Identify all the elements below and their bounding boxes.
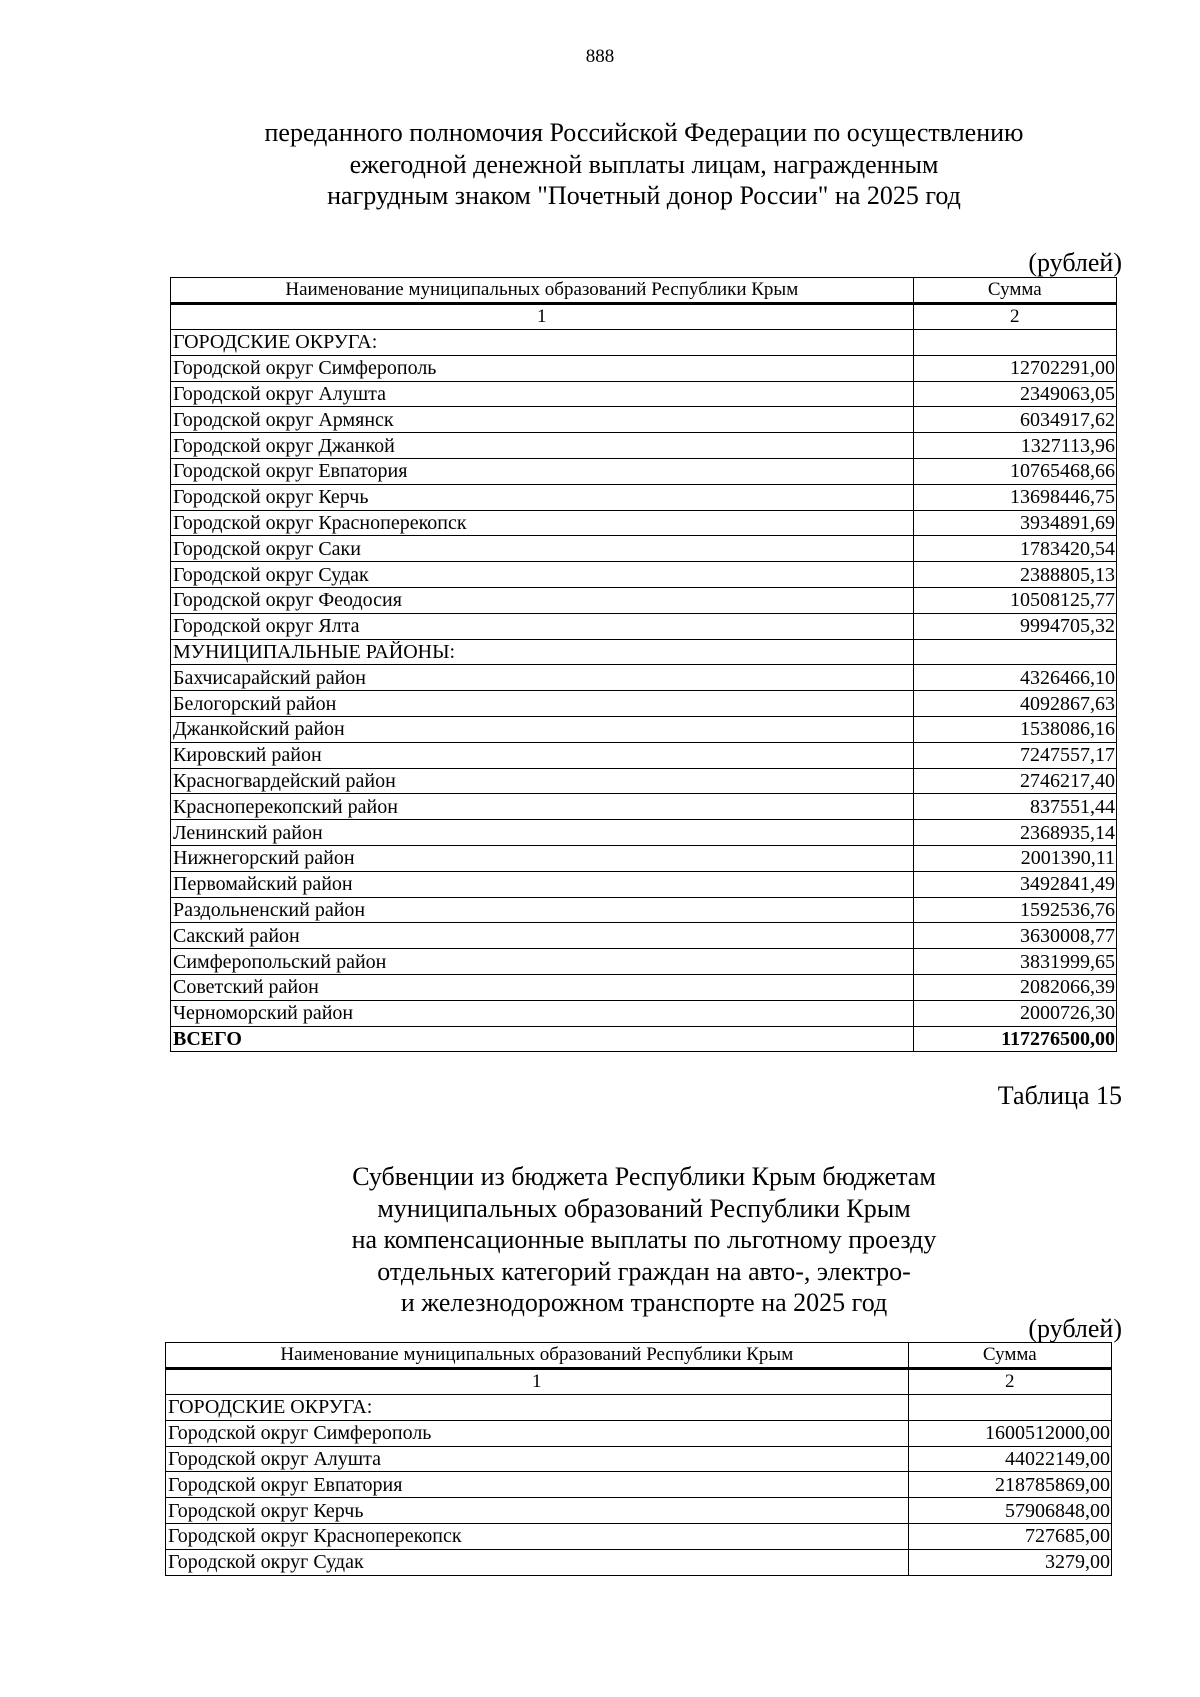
row-name: Городской округ Ялта [171, 613, 914, 639]
row-value: 3279,00 [908, 1549, 1111, 1575]
row-value: 1592536,76 [913, 897, 1116, 923]
row-name: Городской округ Судак [171, 562, 914, 588]
total-label: ВСЕГО [171, 1026, 914, 1052]
section2-unit: (рублей) [1028, 1314, 1122, 1343]
row-value: 218785869,00 [908, 1472, 1111, 1498]
table-header-row [171, 278, 1117, 304]
row-value: 1600512000,00 [908, 1420, 1111, 1446]
section2-title-line: Субвенции из бюджета Республики Крым бюджетам [352, 1162, 936, 1191]
table-row [171, 510, 1117, 536]
table-row [171, 613, 1117, 639]
row-name: Городской округ Судак [166, 1549, 909, 1575]
row-value: 4326466,10 [913, 665, 1116, 691]
row-name: Советский район [171, 974, 914, 1000]
table-number: Таблица 15 [997, 1081, 1122, 1110]
table-header-row [166, 1343, 1112, 1369]
row-value: 2082066,39 [913, 974, 1116, 1000]
row-name: Городской округ Керчь [171, 484, 914, 510]
row-name: Красногвардейский район [171, 768, 914, 794]
header-name: Наименование муниципальных образований Республики Крым [171, 278, 914, 304]
table-row [171, 1000, 1117, 1026]
row-value: 2349063,05 [913, 381, 1116, 407]
row-value: 727685,00 [908, 1523, 1111, 1549]
row-value: 12702291,00 [913, 355, 1116, 381]
row-value: 2368935,14 [913, 820, 1116, 846]
section2-table [165, 1342, 1112, 1576]
table-row [171, 897, 1117, 923]
column-index-2: 2 [908, 1369, 1111, 1395]
row-name: Городской округ Красноперекопск [166, 1523, 909, 1549]
row-name: Городской округ Симферополь [171, 355, 914, 381]
row-name: Черноморский район [171, 1000, 914, 1026]
row-name: Городской округ Красноперекопск [171, 510, 914, 536]
table-row [171, 691, 1117, 717]
column-index-1: 1 [166, 1369, 909, 1395]
row-value: 7247557,17 [913, 742, 1116, 768]
row-value: 6034917,62 [913, 407, 1116, 433]
page-number: 888 [585, 46, 615, 67]
section2-title-line: муниципальных образований Республики Крым [377, 1193, 911, 1223]
row-name: Городской округ Евпатория [166, 1472, 909, 1498]
header-sum: Сумма [913, 278, 1116, 304]
table-row [171, 665, 1117, 691]
row-value: 2001390,11 [913, 845, 1116, 871]
row-name: Красноперекопский район [171, 794, 914, 820]
row-value: 1538086,16 [913, 716, 1116, 742]
table-row [166, 1472, 1112, 1498]
row-value: 2000726,30 [913, 1000, 1116, 1026]
table-row [166, 1420, 1112, 1446]
row-value: 2388805,13 [913, 562, 1116, 588]
row-name: Белогорский район [171, 691, 914, 717]
header-name: Наименование муниципальных образований Республики Крым [166, 1343, 909, 1369]
row-value [908, 1395, 1111, 1421]
table-row [171, 742, 1117, 768]
section1-unit: (рублей) [1028, 248, 1122, 277]
column-index-2: 2 [913, 304, 1116, 330]
row-value: 10765468,66 [913, 458, 1116, 484]
row-name: Городской округ Алушта [171, 381, 914, 407]
table-row [171, 716, 1117, 742]
row-name: Городской округ Саки [171, 536, 914, 562]
table-row [171, 381, 1117, 407]
row-value: 10508125,77 [913, 587, 1116, 613]
row-name: Ленинский район [171, 820, 914, 846]
row-value: 13698446,75 [913, 484, 1116, 510]
table-row [171, 484, 1117, 510]
row-name: Первомайский район [171, 871, 914, 897]
row-name: Нижнегорский район [171, 845, 914, 871]
section1-title [0, 117, 1200, 212]
column-index-row [171, 304, 1117, 330]
row-name: Кировский район [171, 742, 914, 768]
table-row [171, 458, 1117, 484]
row-name: Городской округ Алушта [166, 1446, 909, 1472]
row-name: Городской округ Керчь [166, 1498, 909, 1524]
row-name: Городской округ Армянск [171, 407, 914, 433]
table-row [171, 974, 1117, 1000]
row-name: Городской округ Джанкой [171, 433, 914, 459]
table-row [171, 794, 1117, 820]
table-row [171, 949, 1117, 975]
table-row [171, 433, 1117, 459]
table-row [166, 1395, 1112, 1421]
row-value: 1783420,54 [913, 536, 1116, 562]
row-value: 3934891,69 [913, 510, 1116, 536]
row-name: ГОРОДСКИЕ ОКРУГА: [166, 1395, 909, 1421]
table-row [171, 768, 1117, 794]
table-row [171, 820, 1117, 846]
row-value: 3630008,77 [913, 923, 1116, 949]
row-value: 9994705,32 [913, 613, 1116, 639]
row-name: Городской округ Феодосия [171, 587, 914, 613]
table-row [171, 407, 1117, 433]
row-name: Симферопольский район [171, 949, 914, 975]
table-row [171, 330, 1117, 356]
section1-title-line: ежегодной денежной выплаты лицам, награжденным [349, 149, 939, 179]
header-sum: Сумма [908, 1343, 1111, 1369]
row-name: Сакский район [171, 923, 914, 949]
row-name: Раздольненский район [171, 897, 914, 923]
row-value: 3492841,49 [913, 871, 1116, 897]
section2-title-line: и железнодорожном транспорте на 2025 год [400, 1288, 888, 1318]
section1-title-line: переданного полномочия Российской Федерации по осуществлению [264, 118, 1024, 147]
table-row [166, 1523, 1112, 1549]
row-value: 57906848,00 [908, 1498, 1111, 1524]
table-row [171, 355, 1117, 381]
row-value: 2746217,40 [913, 768, 1116, 794]
table-row [171, 562, 1117, 588]
section2-title-line: на компенсационные выплаты по льготному проезду [351, 1225, 937, 1255]
row-value: 1327113,96 [913, 433, 1116, 459]
total-value: 117276500,00 [913, 1026, 1116, 1052]
row-value [913, 330, 1116, 356]
row-name: МУНИЦИПАЛЬНЫЕ РАЙОНЫ: [171, 639, 914, 665]
row-name: ГОРОДСКИЕ ОКРУГА: [171, 330, 914, 356]
table-row [171, 639, 1117, 665]
row-name: Бахчисарайский район [171, 665, 914, 691]
section2-title-line: отдельных категорий граждан на авто-, электро- [377, 1256, 911, 1286]
table-row [171, 845, 1117, 871]
section1-table [170, 277, 1117, 1052]
row-value [913, 639, 1116, 665]
column-index-row [166, 1369, 1112, 1395]
table-row [171, 536, 1117, 562]
row-name: Городской округ Симферополь [166, 1420, 909, 1446]
row-value: 837551,44 [913, 794, 1116, 820]
row-value: 3831999,65 [913, 949, 1116, 975]
total-row [171, 1026, 1117, 1052]
table-row [166, 1498, 1112, 1524]
table-row [171, 923, 1117, 949]
section2-title [0, 1161, 1200, 1319]
table-row [171, 871, 1117, 897]
row-name: Джанкойский район [171, 716, 914, 742]
table-row [171, 587, 1117, 613]
row-name: Городской округ Евпатория [171, 458, 914, 484]
row-value: 4092867,63 [913, 691, 1116, 717]
column-index-1: 1 [171, 304, 914, 330]
table-row [166, 1446, 1112, 1472]
section1-title-line: нагрудным знаком "Почетный донор России" на 2025 год [327, 181, 961, 210]
row-value: 44022149,00 [908, 1446, 1111, 1472]
table-row [166, 1549, 1112, 1575]
